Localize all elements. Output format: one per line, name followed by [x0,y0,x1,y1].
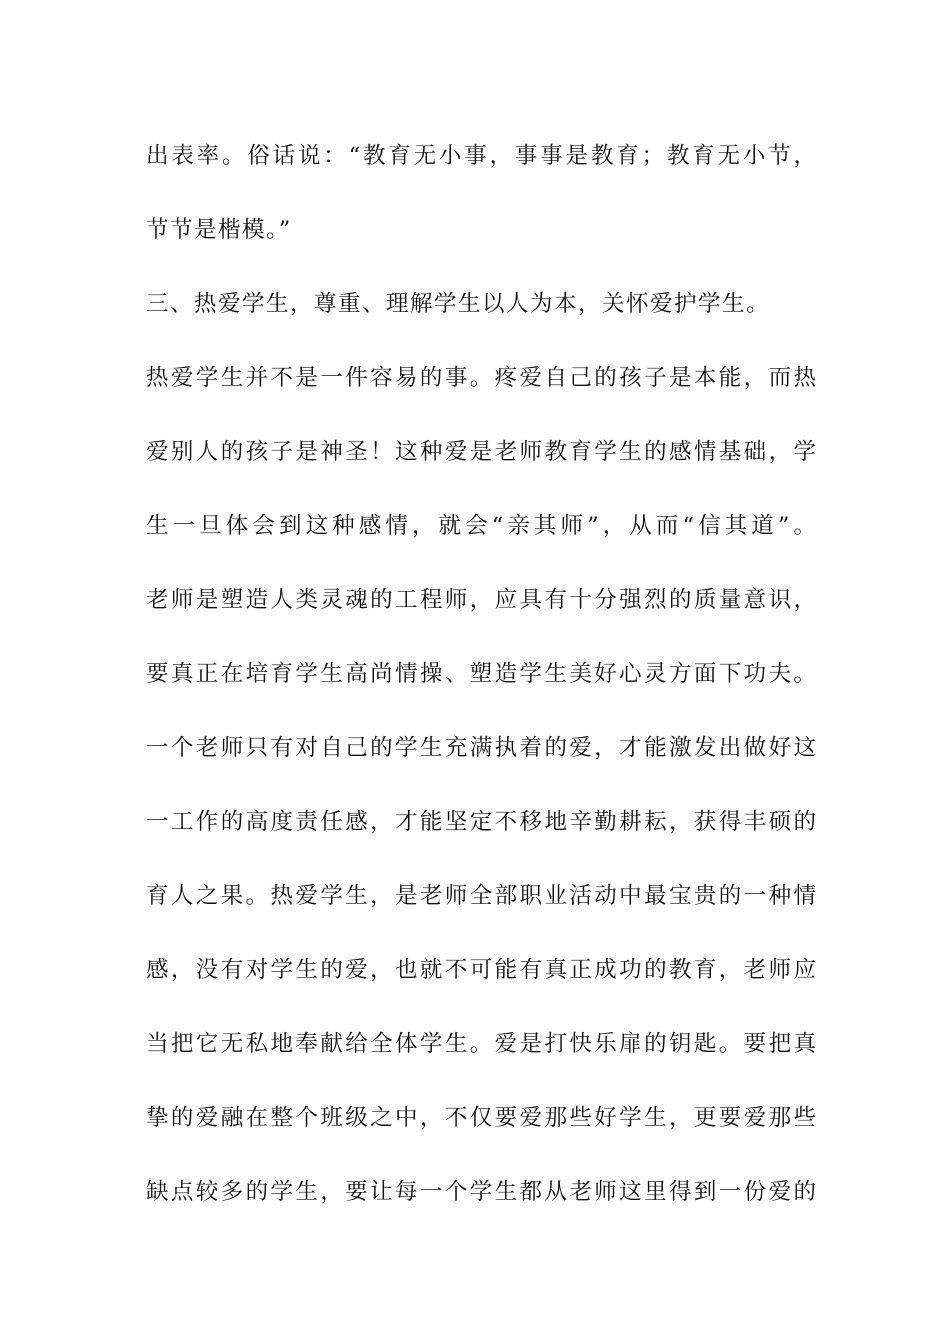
text-line: 当把它无私地奉献给全体学生。爱是打快乐扉的钥匙。要把真 [146,1031,816,1057]
text-line: 节节是楷模。” [146,217,292,243]
text-line: 生一旦体会到这种感情，就会“亲其师”，从而“信其道”。 [146,513,816,539]
text-line: 爱别人的孩子是神圣！这种爱是老师教育学生的感情基础，学 [146,439,816,465]
text-line: 挚的爱融在整个班级之中，不仅要爱那些好学生，更要爱那些 [146,1105,816,1131]
section-heading: 三、热爱学生，尊重、理解学生以人为本，关怀爱护学生。 [146,291,771,317]
text-line: 感，没有对学生的爱，也就不可能有真正成功的教育，老师应 [146,957,816,983]
text-line: 热爱学生并不是一件容易的事。疼爱自己的孩子是本能，而热 [146,365,816,391]
text-line: 缺点较多的学生，要让每一个学生都从老师这里得到一份爱的 [146,1179,816,1205]
text-line: 要真正在培育学生高尚情操、塑造学生美好心灵方面下功夫。 [146,661,816,687]
body-text [146,135,816,1245]
text-line: 一个老师只有对自己的学生充满执着的爱，才能激发出做好这 [146,735,816,761]
text-line: 出表率。俗话说：“教育无小事，事事是教育；教育无小节， [146,143,816,169]
text-line: 育人之果。热爱学生，是老师全部职业活动中最宝贵的一种情 [146,883,816,909]
text-line: 一工作的高度责任感，才能坚定不移地辛勤耕耘，获得丰硕的 [146,809,816,835]
text-line: 老师是塑造人类灵魂的工程师，应具有十分强烈的质量意识， [146,587,816,613]
